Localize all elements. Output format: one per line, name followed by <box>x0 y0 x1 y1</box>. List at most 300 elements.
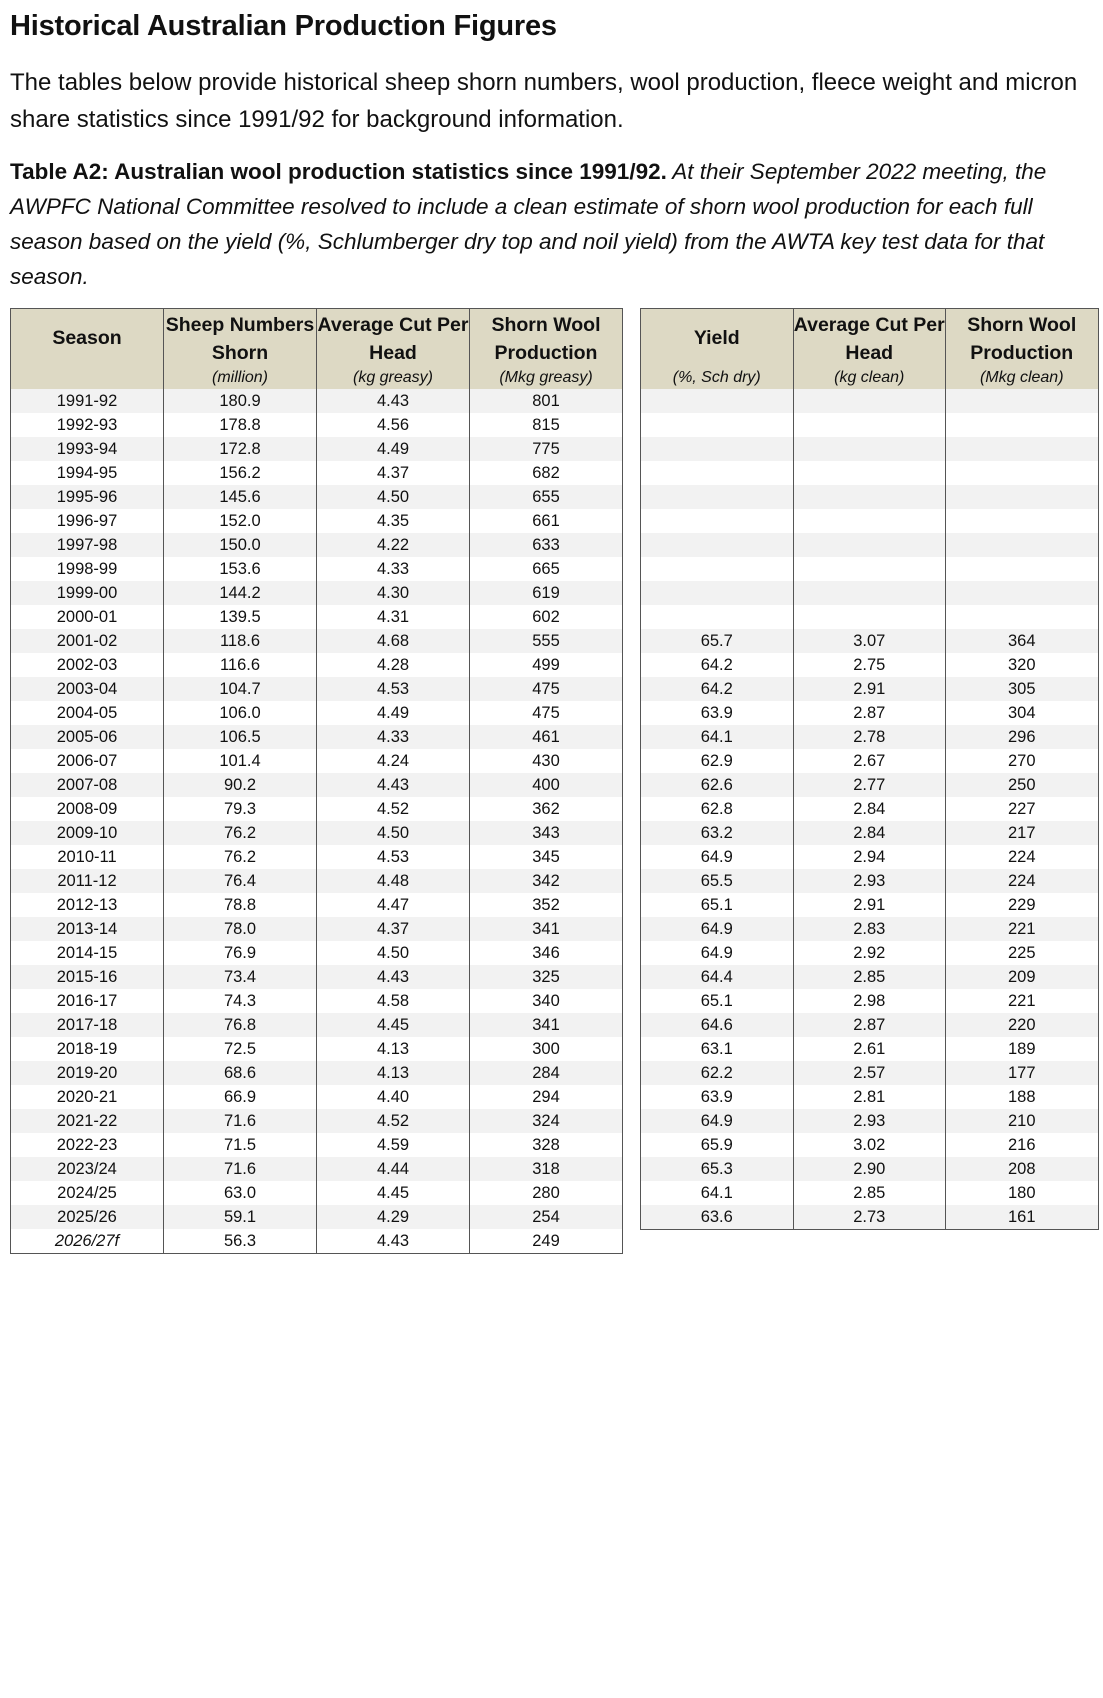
table-cell: 2009-10 <box>11 821 164 845</box>
header-yield: Yield <box>641 309 794 368</box>
table-row <box>641 557 1099 581</box>
table-cell: 2.87 <box>793 701 946 725</box>
table-cell: 76.4 <box>164 869 317 893</box>
table-cell <box>641 557 794 581</box>
table-row <box>11 941 623 965</box>
table-cell: 2.85 <box>793 1181 946 1205</box>
table-cell: 682 <box>470 461 623 485</box>
table-cell: 63.0 <box>164 1181 317 1205</box>
table-row <box>11 509 623 533</box>
table-cell: 62.6 <box>641 773 794 797</box>
table-row <box>641 1157 1099 1181</box>
table-cell: 63.9 <box>641 701 794 725</box>
table-cell <box>641 437 794 461</box>
table-cell <box>641 533 794 557</box>
table-cell: 172.8 <box>164 437 317 461</box>
table-cell: 2001-02 <box>11 629 164 653</box>
table-cell: 4.49 <box>317 437 470 461</box>
table-row <box>641 725 1099 749</box>
table-cell: 318 <box>470 1157 623 1181</box>
table-cell: 74.3 <box>164 989 317 1013</box>
table-cell: 619 <box>470 581 623 605</box>
table-cell: 1992-93 <box>11 413 164 437</box>
table-row <box>641 653 1099 677</box>
table-row <box>641 965 1099 989</box>
table-cell: 2024/25 <box>11 1181 164 1205</box>
table-cell: 188 <box>946 1085 1099 1109</box>
intro-paragraph: The tables below provide historical sheep shorn numbers, wool production, fleece weight and micron share statistics since 1991/92 for background information. <box>10 69 1078 133</box>
table-cell: 225 <box>946 941 1099 965</box>
table-row <box>11 533 623 557</box>
table-cell: 106.5 <box>164 725 317 749</box>
table-cell: 254 <box>470 1205 623 1229</box>
table-cell: 4.53 <box>317 845 470 869</box>
caption-title: Table A2: Australian wool production statistics since 1991/92. <box>10 159 667 184</box>
table-cell: 153.6 <box>164 557 317 581</box>
table-cell: 152.0 <box>164 509 317 533</box>
table-cell: 76.2 <box>164 821 317 845</box>
table-row <box>11 701 623 725</box>
greasy-production-table <box>10 308 623 1254</box>
table-cell: 64.6 <box>641 1013 794 1037</box>
table-cell: 4.50 <box>317 485 470 509</box>
unit-sheep-numbers: (million) <box>164 367 317 389</box>
header-avg-cut: Average Cut Per Head <box>317 309 470 368</box>
table-cell: 2023/24 <box>11 1157 164 1181</box>
table-cell: 4.33 <box>317 557 470 581</box>
table-cell: 65.1 <box>641 893 794 917</box>
table-cell: 250 <box>946 773 1099 797</box>
table-row <box>641 533 1099 557</box>
table-row <box>11 749 623 773</box>
table-cell: 2.91 <box>793 677 946 701</box>
table-cell: 65.5 <box>641 869 794 893</box>
unit-avg-cut-clean: (kg clean) <box>793 367 946 389</box>
table-row <box>11 989 623 1013</box>
table-cell <box>946 581 1099 605</box>
table-row <box>641 797 1099 821</box>
table-cell <box>793 605 946 629</box>
table-cell <box>641 605 794 629</box>
table-row <box>11 1061 623 1085</box>
table-cell: 156.2 <box>164 461 317 485</box>
table-cell: 2010-11 <box>11 845 164 869</box>
table-row <box>11 437 623 461</box>
table-cell: 1991-92 <box>11 389 164 413</box>
table-cell: 4.29 <box>317 1205 470 1229</box>
table-cell: 2013-14 <box>11 917 164 941</box>
table-row <box>641 605 1099 629</box>
table-cell: 3.07 <box>793 629 946 653</box>
table-cell: 284 <box>470 1061 623 1085</box>
table-row <box>641 917 1099 941</box>
table-cell: 4.43 <box>317 389 470 413</box>
table-cell: 461 <box>470 725 623 749</box>
table-cell: 227 <box>946 797 1099 821</box>
table-row <box>641 1205 1099 1230</box>
table-cell: 79.3 <box>164 797 317 821</box>
header-sheep-numbers: Sheep Numbers Shorn <box>164 309 317 368</box>
table-cell <box>946 389 1099 413</box>
table-cell: 64.9 <box>641 845 794 869</box>
table-cell: 815 <box>470 413 623 437</box>
header-season: Season <box>11 309 164 368</box>
table-row <box>641 1085 1099 1109</box>
table-row <box>641 773 1099 797</box>
clean-table-body <box>641 389 1099 1230</box>
table-cell: 177 <box>946 1061 1099 1085</box>
table-cell: 775 <box>470 437 623 461</box>
table-row <box>11 1085 623 1109</box>
table-cell: 4.48 <box>317 869 470 893</box>
table-cell: 2006-07 <box>11 749 164 773</box>
table-cell: 4.33 <box>317 725 470 749</box>
table-cell: 65.1 <box>641 989 794 1013</box>
table-row <box>11 893 623 917</box>
table-row <box>11 629 623 653</box>
table-cell: 63.2 <box>641 821 794 845</box>
table-cell: 343 <box>470 821 623 845</box>
table-row <box>641 845 1099 869</box>
table-row <box>641 1109 1099 1133</box>
table-cell: 64.9 <box>641 941 794 965</box>
table-cell: 4.68 <box>317 629 470 653</box>
table-cell <box>946 509 1099 533</box>
table-cell: 665 <box>470 557 623 581</box>
table-cell: 66.9 <box>164 1085 317 1109</box>
table-cell <box>946 485 1099 509</box>
table-cell: 224 <box>946 869 1099 893</box>
table-row <box>11 485 623 509</box>
table-cell: 1993-94 <box>11 437 164 461</box>
table-cell: 4.43 <box>317 1229 470 1254</box>
table-cell: 2002-03 <box>11 653 164 677</box>
table-cell: 4.13 <box>317 1061 470 1085</box>
table-cell: 4.43 <box>317 965 470 989</box>
table-row <box>11 1133 623 1157</box>
table-cell: 362 <box>470 797 623 821</box>
table-cell: 180.9 <box>164 389 317 413</box>
table-cell: 340 <box>470 989 623 1013</box>
table-cell: 2.94 <box>793 845 946 869</box>
table-cell: 320 <box>946 653 1099 677</box>
table-cell: 4.52 <box>317 1109 470 1133</box>
table-row <box>11 1157 623 1181</box>
table-cell <box>793 413 946 437</box>
table-row <box>641 1061 1099 1085</box>
table-cell: 2018-19 <box>11 1037 164 1061</box>
table-cell: 2021-22 <box>11 1109 164 1133</box>
table-cell: 59.1 <box>164 1205 317 1229</box>
table-cell: 4.58 <box>317 989 470 1013</box>
table-cell: 4.53 <box>317 677 470 701</box>
table-cell: 300 <box>470 1037 623 1061</box>
table-cell: 4.30 <box>317 581 470 605</box>
table-row <box>641 1133 1099 1157</box>
unit-yield: (%, Sch dry) <box>641 367 794 389</box>
table-row <box>11 797 623 821</box>
table-cell: 64.2 <box>641 653 794 677</box>
table-cell: 139.5 <box>164 605 317 629</box>
table-cell: 2026/27f <box>11 1229 164 1254</box>
table-row <box>641 1181 1099 1205</box>
table-cell: 4.50 <box>317 941 470 965</box>
table-cell: 71.6 <box>164 1109 317 1133</box>
table-row <box>641 389 1099 413</box>
table-cell: 4.56 <box>317 413 470 437</box>
table-cell <box>946 605 1099 629</box>
table-cell: 1995-96 <box>11 485 164 509</box>
table-caption <box>10 154 1095 294</box>
table-row <box>641 677 1099 701</box>
table-cell: 2.93 <box>793 869 946 893</box>
table-cell: 2.57 <box>793 1061 946 1085</box>
table-cell: 2008-09 <box>11 797 164 821</box>
table-cell: 76.9 <box>164 941 317 965</box>
table-cell: 364 <box>946 629 1099 653</box>
table-cell: 71.5 <box>164 1133 317 1157</box>
table-cell: 4.59 <box>317 1133 470 1157</box>
header-shorn-wool: Shorn Wool Production <box>470 309 623 368</box>
table-cell: 209 <box>946 965 1099 989</box>
table-cell <box>793 533 946 557</box>
table-cell: 2.87 <box>793 1013 946 1037</box>
table-cell: 221 <box>946 917 1099 941</box>
table-cell: 555 <box>470 629 623 653</box>
table-row <box>11 821 623 845</box>
table-cell: 2016-17 <box>11 989 164 1013</box>
unit-shorn-wool-clean: (Mkg clean) <box>946 367 1099 389</box>
caption-note: At their September 2022 meeting, the AWPFC National Committee resolved to include a clean estimate of shorn wool production for each full season based on the yield (%, Schlumberger dry top and noil yield) from the AWTA key test data for that season. <box>10 159 1047 289</box>
table-cell: 2.81 <box>793 1085 946 1109</box>
table-cell: 150.0 <box>164 533 317 557</box>
table-cell: 270 <box>946 749 1099 773</box>
table-cell: 220 <box>946 1013 1099 1037</box>
table-cell: 63.6 <box>641 1205 794 1230</box>
table-cell <box>793 581 946 605</box>
table-row <box>641 893 1099 917</box>
table-cell: 4.24 <box>317 749 470 773</box>
table-cell: 2015-16 <box>11 965 164 989</box>
table-cell: 68.6 <box>164 1061 317 1085</box>
table-cell: 1994-95 <box>11 461 164 485</box>
table-cell: 2022-23 <box>11 1133 164 1157</box>
table-cell: 4.52 <box>317 797 470 821</box>
table-cell: 2.98 <box>793 989 946 1013</box>
table-cell: 65.9 <box>641 1133 794 1157</box>
table-cell <box>641 509 794 533</box>
table-cell: 2.84 <box>793 821 946 845</box>
table-cell: 801 <box>470 389 623 413</box>
table-row <box>11 581 623 605</box>
table-cell: 2025/26 <box>11 1205 164 1229</box>
table-row <box>11 1109 623 1133</box>
table-cell: 101.4 <box>164 749 317 773</box>
table-cell <box>946 461 1099 485</box>
table-cell: 161 <box>946 1205 1099 1230</box>
table-cell: 475 <box>470 677 623 701</box>
table-row <box>641 461 1099 485</box>
table-row <box>11 845 623 869</box>
table-row <box>11 1037 623 1061</box>
table-cell: 294 <box>470 1085 623 1109</box>
table-cell: 76.2 <box>164 845 317 869</box>
table-cell: 62.9 <box>641 749 794 773</box>
table-row <box>641 509 1099 533</box>
table-row <box>641 749 1099 773</box>
table-cell: 178.8 <box>164 413 317 437</box>
table-cell: 144.2 <box>164 581 317 605</box>
table-cell: 224 <box>946 845 1099 869</box>
table-cell: 180 <box>946 1181 1099 1205</box>
table-cell: 1997-98 <box>11 533 164 557</box>
table-cell: 64.1 <box>641 1181 794 1205</box>
table-cell: 499 <box>470 653 623 677</box>
table-cell: 4.50 <box>317 821 470 845</box>
table-cell: 3.02 <box>793 1133 946 1157</box>
table-cell: 4.43 <box>317 773 470 797</box>
table-cell: 56.3 <box>164 1229 317 1254</box>
table-cell: 118.6 <box>164 629 317 653</box>
table-cell <box>946 413 1099 437</box>
unit-avg-cut: (kg greasy) <box>317 367 470 389</box>
table-cell: 4.37 <box>317 461 470 485</box>
table-cell: 475 <box>470 701 623 725</box>
table-row <box>641 989 1099 1013</box>
table-row <box>641 629 1099 653</box>
table-cell <box>641 581 794 605</box>
table-cell: 2.84 <box>793 797 946 821</box>
table-cell: 2.92 <box>793 941 946 965</box>
table-cell: 400 <box>470 773 623 797</box>
table-cell: 65.7 <box>641 629 794 653</box>
table-row <box>641 821 1099 845</box>
table-cell: 62.2 <box>641 1061 794 1085</box>
table-cell: 72.5 <box>164 1037 317 1061</box>
table-cell: 341 <box>470 1013 623 1037</box>
table-cell: 2.90 <box>793 1157 946 1181</box>
table-row <box>11 725 623 749</box>
table-cell: 2019-20 <box>11 1061 164 1085</box>
table-cell: 2.83 <box>793 917 946 941</box>
table-cell: 324 <box>470 1109 623 1133</box>
table-cell: 341 <box>470 917 623 941</box>
table-cell: 280 <box>470 1181 623 1205</box>
table-row <box>11 917 623 941</box>
table-cell: 4.37 <box>317 917 470 941</box>
table-cell: 2.61 <box>793 1037 946 1061</box>
table-row <box>641 869 1099 893</box>
table-cell: 346 <box>470 941 623 965</box>
table-cell: 4.22 <box>317 533 470 557</box>
header-row <box>641 309 1099 368</box>
table-cell: 4.44 <box>317 1157 470 1181</box>
table-cell <box>793 389 946 413</box>
table-row <box>641 701 1099 725</box>
table-cell: 655 <box>470 485 623 509</box>
table-row <box>11 461 623 485</box>
table-row <box>11 965 623 989</box>
table-cell: 2.78 <box>793 725 946 749</box>
table-cell: 2017-18 <box>11 1013 164 1037</box>
table-row <box>11 389 623 413</box>
table-row <box>641 437 1099 461</box>
table-cell: 661 <box>470 509 623 533</box>
table-row <box>11 1229 623 1254</box>
table-cell: 78.8 <box>164 893 317 917</box>
table-cell: 229 <box>946 893 1099 917</box>
table-row <box>11 605 623 629</box>
table-cell: 1996-97 <box>11 509 164 533</box>
clean-production-table <box>640 308 1099 1230</box>
table-cell: 4.28 <box>317 653 470 677</box>
table-cell: 76.8 <box>164 1013 317 1037</box>
table-cell: 4.40 <box>317 1085 470 1109</box>
table-cell: 221 <box>946 989 1099 1013</box>
table-row <box>641 485 1099 509</box>
table-cell <box>946 557 1099 581</box>
table-cell <box>946 533 1099 557</box>
table-cell: 90.2 <box>164 773 317 797</box>
units-row <box>641 367 1099 389</box>
table-cell: 4.49 <box>317 701 470 725</box>
table-row <box>641 1037 1099 1061</box>
units-row <box>11 367 623 389</box>
table-cell: 73.4 <box>164 965 317 989</box>
table-cell: 2020-21 <box>11 1085 164 1109</box>
table-cell: 2004-05 <box>11 701 164 725</box>
table-cell: 2003-04 <box>11 677 164 701</box>
table-cell: 64.1 <box>641 725 794 749</box>
table-cell <box>641 485 794 509</box>
table-cell: 208 <box>946 1157 1099 1181</box>
table-cell: 210 <box>946 1109 1099 1133</box>
table-cell: 4.47 <box>317 893 470 917</box>
table-cell: 2005-06 <box>11 725 164 749</box>
table-cell: 2.91 <box>793 893 946 917</box>
table-cell <box>793 557 946 581</box>
table-cell: 602 <box>470 605 623 629</box>
table-cell <box>641 413 794 437</box>
table-cell: 65.3 <box>641 1157 794 1181</box>
greasy-table-body <box>11 389 623 1254</box>
table-cell <box>793 437 946 461</box>
table-cell <box>946 437 1099 461</box>
table-cell: 1999-00 <box>11 581 164 605</box>
table-cell: 2014-15 <box>11 941 164 965</box>
unit-season <box>11 367 164 389</box>
table-row <box>641 413 1099 437</box>
table-row <box>11 413 623 437</box>
table-cell: 4.35 <box>317 509 470 533</box>
header-shorn-wool-clean: Shorn Wool Production <box>946 309 1099 368</box>
table-row <box>11 557 623 581</box>
table-row <box>11 653 623 677</box>
table-cell: 296 <box>946 725 1099 749</box>
table-cell: 2.85 <box>793 965 946 989</box>
table-cell: 4.45 <box>317 1181 470 1205</box>
table-cell: 352 <box>470 893 623 917</box>
table-row <box>11 869 623 893</box>
table-cell: 64.2 <box>641 677 794 701</box>
table-cell: 305 <box>946 677 1099 701</box>
table-cell: 62.8 <box>641 797 794 821</box>
table-cell: 78.0 <box>164 917 317 941</box>
header-row <box>11 309 623 368</box>
table-cell: 342 <box>470 869 623 893</box>
table-cell <box>641 461 794 485</box>
table-cell: 1998-99 <box>11 557 164 581</box>
